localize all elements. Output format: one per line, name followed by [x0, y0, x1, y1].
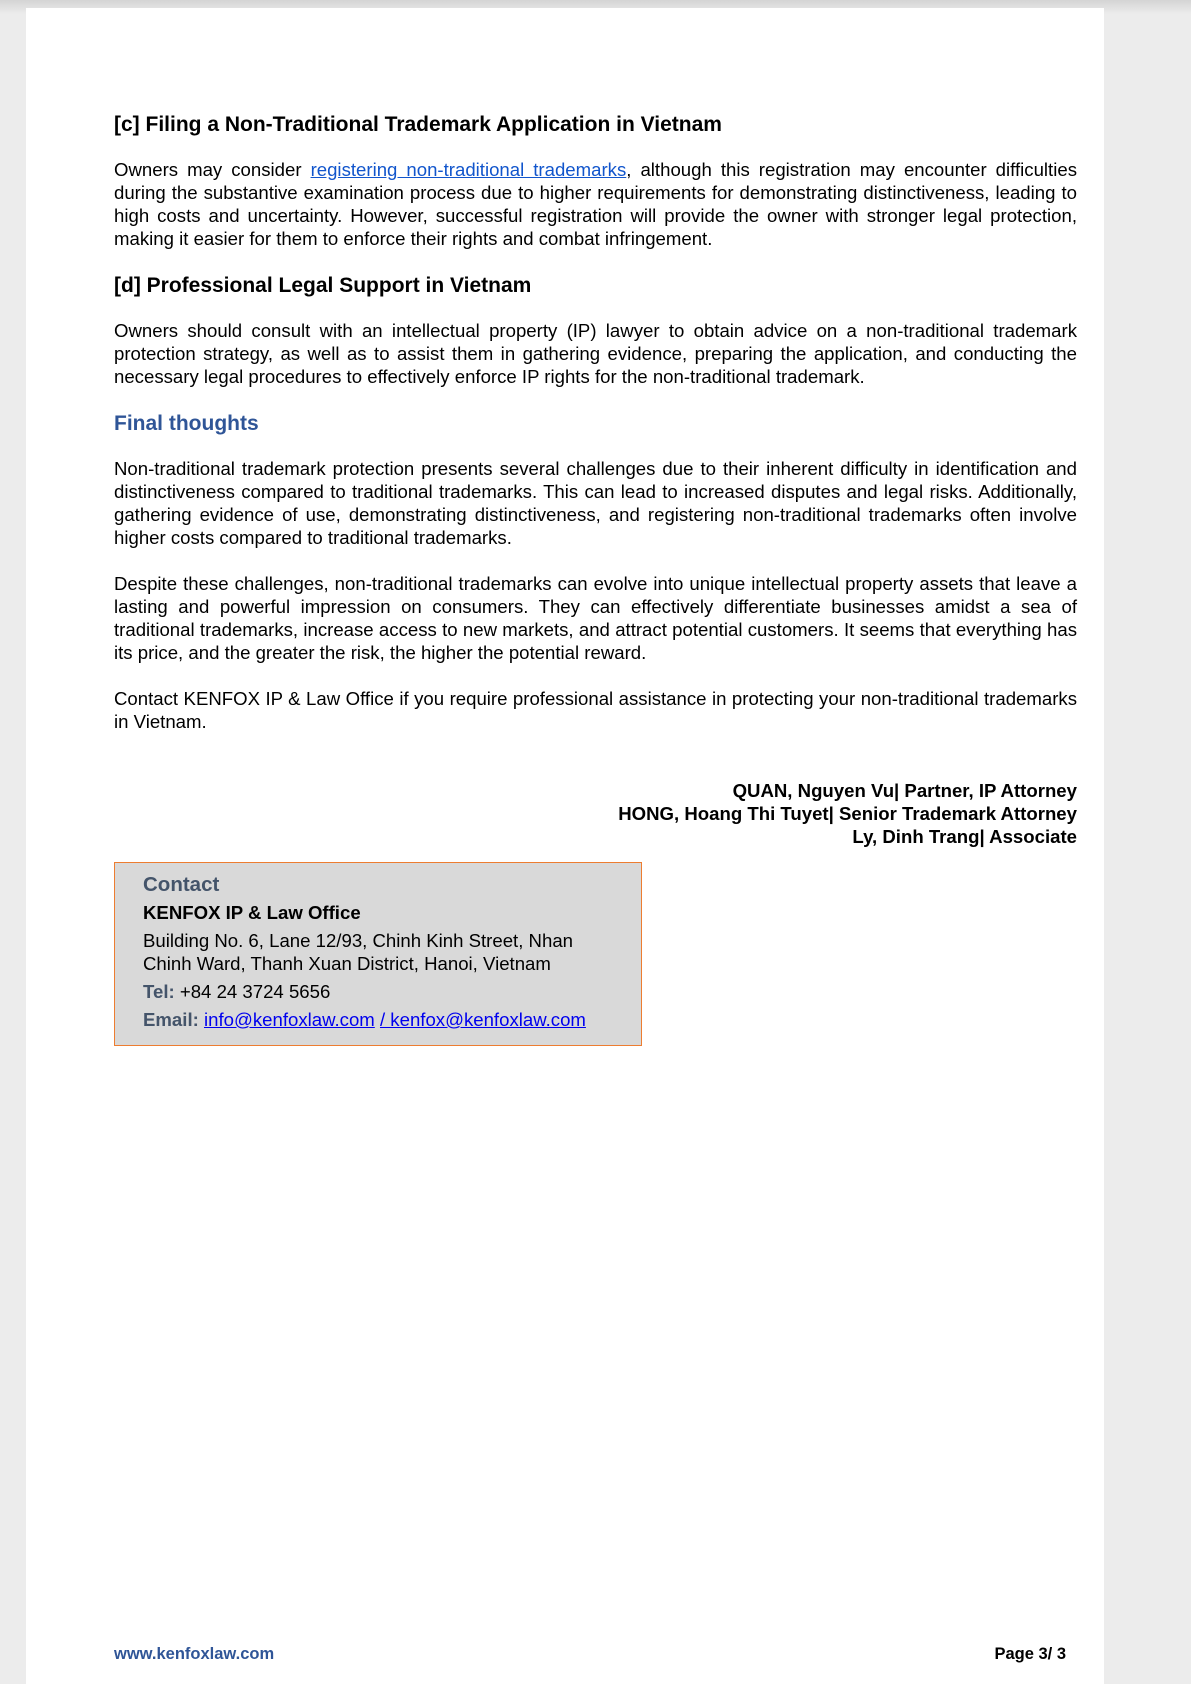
email-link-kenfox[interactable]: / kenfox@kenfoxlaw.com	[379, 1009, 586, 1030]
page-content	[114, 112, 1077, 1046]
contact-email-label: Email:	[143, 1009, 199, 1030]
contact-tel-line	[143, 980, 621, 1003]
contact-tel-label: Tel:	[143, 981, 175, 1002]
final-thoughts-paragraph-3: Contact KENFOX IP & Law Office if you require professional assistance in protecting your non-traditional trademarks in Vietnam.	[114, 688, 1077, 732]
author-line: HONG, Hoang Thi Tuyet| Senior Trademark Attorney	[618, 803, 1077, 824]
document-page	[26, 8, 1104, 1684]
section-c-text-before-link: Owners may consider	[114, 159, 311, 180]
footer-page-number: Page 3/ 3	[994, 1645, 1066, 1663]
email-link-info[interactable]: info@kenfoxlaw.com	[203, 1009, 375, 1030]
section-d-heading: [d] Professional Legal Support in Vietnam	[114, 274, 532, 297]
section-d-paragraph: Owners should consult with an intellectual property (IP) lawyer to obtain advice on a non-traditional trademark protection strategy, as well as to assist them in gathering evidence, preparing the application, and conducting the necessary legal procedures to effectively enforce IP rights for the non-traditional trademark.	[114, 320, 1077, 387]
contact-address-line: Chinh Ward, Thanh Xuan District, Hanoi, Vietnam	[143, 953, 551, 974]
author-line: Ly, Dinh Trang| Associate	[852, 826, 1077, 847]
section-c-text-after-link: , although this registration may encounter difficulties during the substantive examination process due to higher requirements for demonstrating distinctiveness, leading to high costs and uncertainty. However, successful registration will provide the owner with stronger legal protection, making it easier for them to enforce their rights and combat infringement.	[114, 159, 1077, 249]
footer-website: www.kenfoxlaw.com	[114, 1645, 275, 1663]
author-signature-block	[114, 779, 1077, 848]
final-thoughts-paragraph-2: Despite these challenges, non-traditional trademarks can evolve into unique intellectual property assets that leave a lasting and powerful impression on consumers. They can effectively differentiate businesses amidst a sea of traditional trademarks, increase access to new markets, and attract potential customers. It seems that everything has its price, and the greater the risk, the higher the potential reward.	[114, 573, 1077, 663]
contact-address-line: Building No. 6, Lane 12/93, Chinh Kinh Street, Nhan	[143, 930, 574, 951]
registering-non-traditional-trademarks-link[interactable]: registering non-traditional trademarks	[310, 159, 627, 180]
contact-address	[143, 929, 621, 975]
contact-firm-name: KENFOX IP & Law Office	[143, 902, 361, 923]
contact-box	[114, 862, 642, 1046]
contact-email-line	[143, 1008, 621, 1031]
author-line: QUAN, Nguyen Vu| Partner, IP Attorney	[732, 780, 1077, 801]
section-c-heading: [c] Filing a Non-Traditional Trademark Application in Vietnam	[114, 113, 722, 136]
contact-title: Contact	[143, 873, 220, 896]
contact-tel-value: +84 24 3724 5656	[179, 981, 331, 1002]
final-thoughts-heading: Final thoughts	[114, 412, 259, 435]
section-c-paragraph	[114, 158, 1077, 250]
final-thoughts-paragraph-1: Non-traditional trademark protection presents several challenges due to their inherent difficulty in identification and distinctiveness compared to traditional trademarks. This can lead to increased disputes and legal risks. Additionally, gathering evidence of use, demonstrating distinctiveness, and registering non-traditional trademarks often involve higher costs compared to traditional trademarks.	[114, 458, 1077, 548]
